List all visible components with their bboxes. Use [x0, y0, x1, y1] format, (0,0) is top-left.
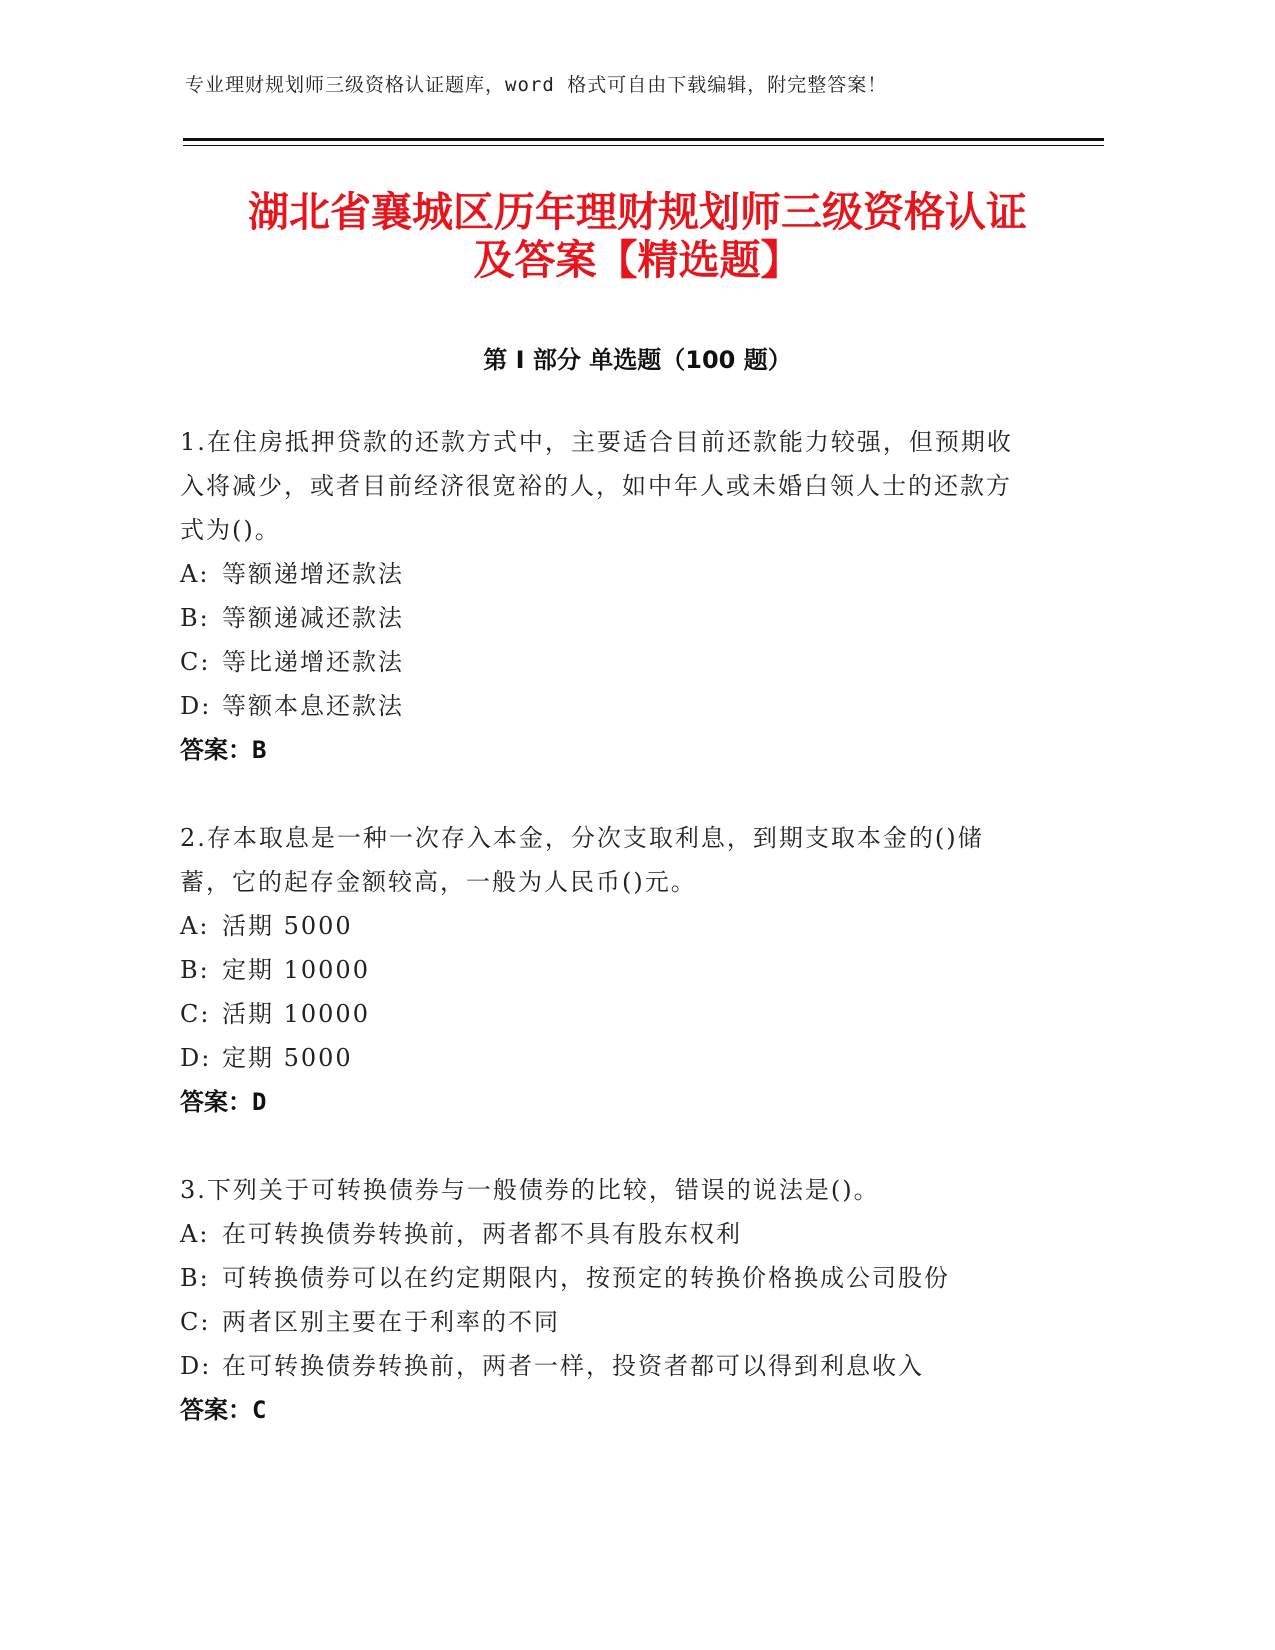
option-text: 两者区别主要在于利率的不同: [222, 1308, 560, 1336]
answer-line: 答案：D: [180, 1088, 267, 1116]
option-text: 等额本息还款法: [222, 692, 404, 720]
option-letter: B:: [180, 1264, 210, 1292]
option-letter: D:: [180, 1044, 212, 1072]
document-title-line1: 湖北省襄城区历年理财规划师三级资格认证: [248, 188, 1027, 236]
option-letter: C:: [180, 1000, 211, 1028]
option-text: 在可转换债券转换前，两者都不具有股东权利: [222, 1220, 742, 1248]
option-a: [180, 552, 1020, 596]
header-note: 专业理财规划师三级资格认证题库，word 格式可自由下载编辑，附完整答案！: [185, 74, 888, 96]
document-title: [150, 188, 1125, 284]
option-letter: A:: [180, 1220, 210, 1248]
option-a: [180, 904, 1020, 948]
option-b: [180, 948, 1020, 992]
option-b: [180, 1256, 1020, 1300]
option-c: [180, 1300, 1020, 1344]
question-stem: 3.下列关于可转换债券与一般债券的比较，错误的说法是()。: [180, 1176, 880, 1204]
option-text: 定期 10000: [222, 956, 370, 984]
question-list: [180, 420, 1020, 1476]
option-d: [180, 684, 1020, 728]
option-letter: B:: [180, 956, 210, 984]
option-letter: D:: [180, 1352, 212, 1380]
option-text: 活期 5000: [222, 912, 353, 940]
question-2: [180, 816, 1020, 1124]
option-text: 可转换债券可以在约定期限内，按预定的转换价格换成公司股份: [222, 1264, 950, 1292]
option-text: 等比递增还款法: [222, 648, 404, 676]
option-text: 活期 10000: [222, 1000, 370, 1028]
option-c: [180, 640, 1020, 684]
question-stem: 2.存本取息是一种一次存入本金，分次支取利息，到期支取本金的()储蓄，它的起存金额较高，一般为人民币()元。: [180, 824, 984, 896]
answer-line: 答案：B: [180, 736, 267, 764]
option-letter: A:: [180, 560, 210, 588]
option-text: 定期 5000: [222, 1044, 353, 1072]
option-text: 在可转换债券转换前，两者一样，投资者都可以得到利息收入: [222, 1352, 924, 1380]
question-1: [180, 420, 1020, 772]
option-letter: C:: [180, 648, 211, 676]
option-b: [180, 596, 1020, 640]
option-d: [180, 1036, 1020, 1080]
document-title-line2: 及答案【精选题】: [473, 236, 802, 284]
option-text: 等额递增还款法: [222, 560, 404, 588]
option-letter: B:: [180, 604, 210, 632]
section-heading: 第 I 部分 单选题（100 题）: [483, 346, 792, 374]
answer-line: 答案：C: [180, 1396, 267, 1424]
option-letter: A:: [180, 912, 210, 940]
option-c: [180, 992, 1020, 1036]
option-text: 等额递减还款法: [222, 604, 404, 632]
option-letter: C:: [180, 1308, 211, 1336]
header-divider-thin: [183, 145, 1104, 146]
question-stem: 1.在住房抵押贷款的还款方式中，主要适合目前还款能力较强，但预期收入将减少，或者目前经济很宽裕的人，如中年人或未婚白领人士的还款方式为()。: [180, 428, 1013, 544]
option-letter: D:: [180, 692, 212, 720]
option-d: [180, 1344, 1020, 1388]
question-3: [180, 1168, 1020, 1432]
header-divider-thick: [183, 138, 1104, 141]
option-a: [180, 1212, 1020, 1256]
